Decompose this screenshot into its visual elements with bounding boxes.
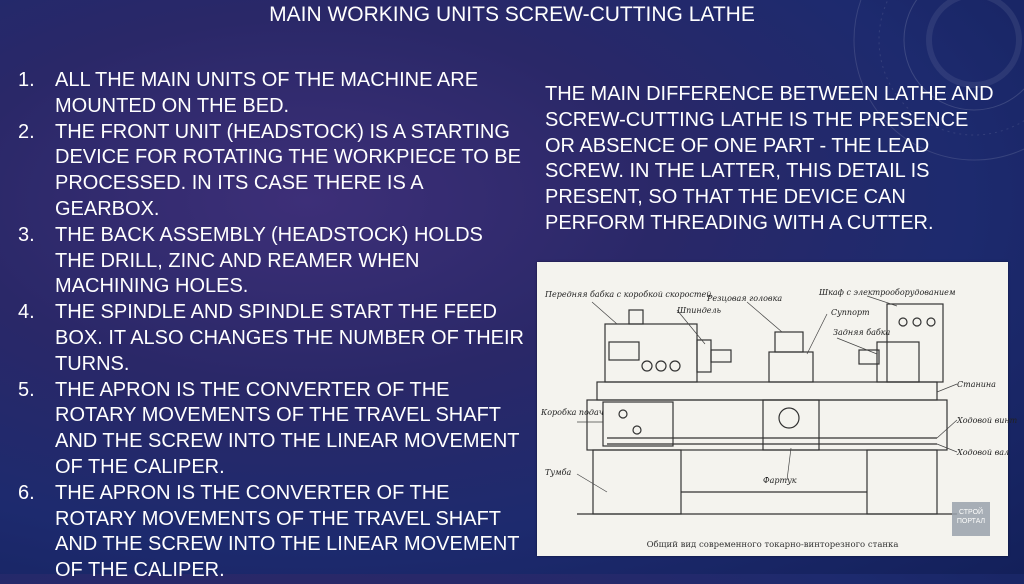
list-number: 2.	[18, 120, 35, 143]
list-item	[18, 300, 528, 377]
label-spindle: Шпиндель	[677, 306, 721, 315]
list-item	[18, 68, 528, 120]
list-text: THE SPINDLE AND SPINDLE START THE FEED BOX. IT ALSO CHANGES THE NUMBER OF THEIR TURNS.	[55, 301, 524, 375]
list-number: 5.	[18, 378, 35, 401]
list-item	[18, 223, 528, 300]
list-number: 3.	[18, 223, 35, 246]
label-apron: Фартук	[763, 476, 797, 485]
watermark-logo: СТРОЙ ПОРТАЛ	[952, 502, 990, 536]
list-item	[18, 120, 528, 223]
label-feed-shaft: Ходовой вал	[957, 448, 1010, 457]
list-number: 6.	[18, 481, 35, 504]
lathe-diagram	[537, 262, 1018, 556]
label-tailstock: Задняя бабка	[833, 328, 891, 337]
label-bed: Станина	[957, 380, 996, 389]
list-text: THE FRONT UNIT (HEADSTOCK) IS A STARTING DEVICE FOR ROTATING THE WORKPIECE TO BE PROCESSED. IN ITS CASE THERE IS A GEARBOX.	[55, 120, 521, 220]
label-carriage: Суппорт	[831, 308, 870, 317]
list-item	[18, 481, 528, 584]
label-feed-box: Коробка подач	[541, 408, 604, 417]
list-text: THE APRON IS THE CONVERTER OF THE ROTARY MOVEMENTS OF THE TRAVEL SHAFT AND THE SCREW INTO THE LINEAR MOVEMENT OF THE CALIPER.	[55, 481, 520, 582]
units-list	[18, 68, 528, 584]
lathe-drawing	[537, 262, 1008, 556]
list-number: 1.	[18, 69, 35, 91]
slide-title: MAIN WORKING UNITS SCREW-CUTTING LATHE	[269, 3, 755, 26]
label-lead-screw: Ходовой винт	[957, 416, 1018, 425]
list-number: 4.	[18, 301, 35, 324]
figure-caption: Общий вид современного токарно-винторезного станка	[646, 540, 899, 550]
label-pedestal: Тумба	[545, 468, 572, 477]
list-text: THE BACK ASSEMBLY (HEADSTOCK) HOLDS THE DRILL, ZINC AND REAMER WHEN MACHINING HOLES.	[55, 223, 483, 298]
label-tool-head: Резцовая головка	[707, 294, 783, 303]
difference-paragraph: THE MAIN DIFFERENCE BETWEEN LATHE AND SCREW-CUTTING LATHE IS THE PRESENCE OR ABSENCE OF ONE PART - THE LEAD SCREW. IN THE LATTER, THIS DETAIL IS PRESENT, SO THAT THE DEVICE CAN PERFORM THREADING WITH A CUTTER.	[545, 83, 994, 234]
list-text: THE APRON IS THE CONVERTER OF THE ROTARY MOVEMENTS OF THE TRAVEL SHAFT AND THE SCREW INTO THE LINEAR MOVEMENT OF THE CALIPER.	[55, 378, 520, 478]
label-cabinet: Шкаф с электрооборудованием	[819, 288, 956, 297]
list-text: ALL THE MAIN UNITS OF THE MACHINE ARE MOUNTED ON THE BED.	[55, 69, 479, 117]
list-item	[18, 378, 528, 481]
label-headstock: Передняя бабка с коробкой скоростей	[545, 290, 712, 299]
